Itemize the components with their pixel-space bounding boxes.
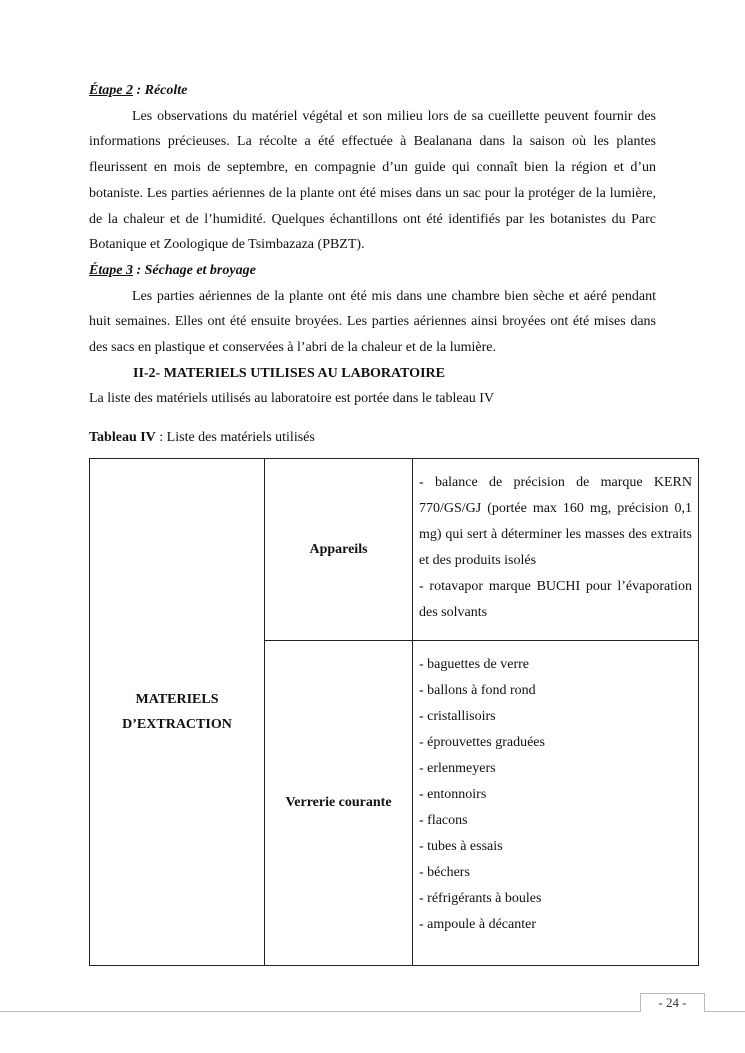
step2-number: Étape 2 [89,83,133,98]
footer-divider [0,1011,745,1012]
verrerie-items-cell [413,641,699,966]
list-item: - balance de précision de marque KERN 770/GS/GJ (portée max 160 mg, précision 0,1 mg) qui sert à déterminer les masses des extraits et des produits isolés [419,475,692,568]
materials-table [89,458,699,966]
step3-number: Étape 3 [89,262,133,278]
appareils-items-cell [413,459,699,641]
table-row [90,459,699,641]
list-item: - erlenmeyers [419,761,496,776]
section-title: II-2- MATERIELS UTILISES AU LABORATOIRE [133,365,445,381]
category-line1: MATERIELS [135,692,219,707]
appareils-label-cell: Appareils [265,459,413,641]
step3-title: : Séchage et broyage [132,262,256,278]
table-caption [89,425,656,451]
list-item: - cristallisoirs [419,709,496,724]
list-item: - baguettes de verre [419,657,529,672]
table-caption-text: : Liste des matériels utilisés [155,430,315,446]
step2-heading [89,78,656,104]
category-cell [90,459,265,966]
step3-heading [89,258,656,284]
step3-paragraph: Les parties aériennes de la plante ont été mis dans une chambre bien sèche et aéré pendant huit semaines. Elles ont été ensuite broyées. Les parties aériennes ainsi broyées ont été mises dans des sacs en plastique et conservées à l’abri de la chaleur et de la lumière. [89,288,656,356]
list-item: - ampoule à décanter [419,917,536,932]
verrerie-list [419,641,692,938]
list-item: - réfrigérants à boules [419,891,542,906]
category-line2: D’EXTRACTION [122,717,232,732]
list-item: - flacons [419,813,468,828]
body-text [89,78,656,459]
appareils-list [419,459,692,626]
list-item: - rotavapor marque BUCHI pour l’évaporation des solvants [419,579,692,620]
verrerie-label-cell: Verrerie courante [265,641,413,966]
step2-title: : Récolte [132,83,188,98]
list-item: - béchers [419,865,470,880]
list-item: - éprouvettes graduées [419,735,545,750]
section-intro: La liste des matériels utilisés au laboratoire est portée dans le tableau IV [89,391,495,407]
page-number: - 24 - [640,993,705,1012]
list-item: - entonnoirs [419,787,487,802]
list-item: - ballons à fond rond [419,683,536,698]
step2-paragraph: Les observations du matériel végétal et son milieu lors de sa cueillette peuvent fournir des informations précieuses. La récolte a été effectuée à Bealanana dans la saison où les plantes fleurissent en mois de septembre, en compagnie d’un guide qui connaît bien la région et d’un botaniste. Les parties aériennes de la plante ont été mises dans un sac pour la protéger de la lumière, de la chaleur et de l’humidité. Quelques échantillons ont été identifiés par les botanistes du Parc Botanique et Zoologique de Tsimbazaza (PBZT). [89,108,656,253]
list-item: - tubes à essais [419,839,503,854]
table-caption-label: Tableau IV [89,430,156,446]
